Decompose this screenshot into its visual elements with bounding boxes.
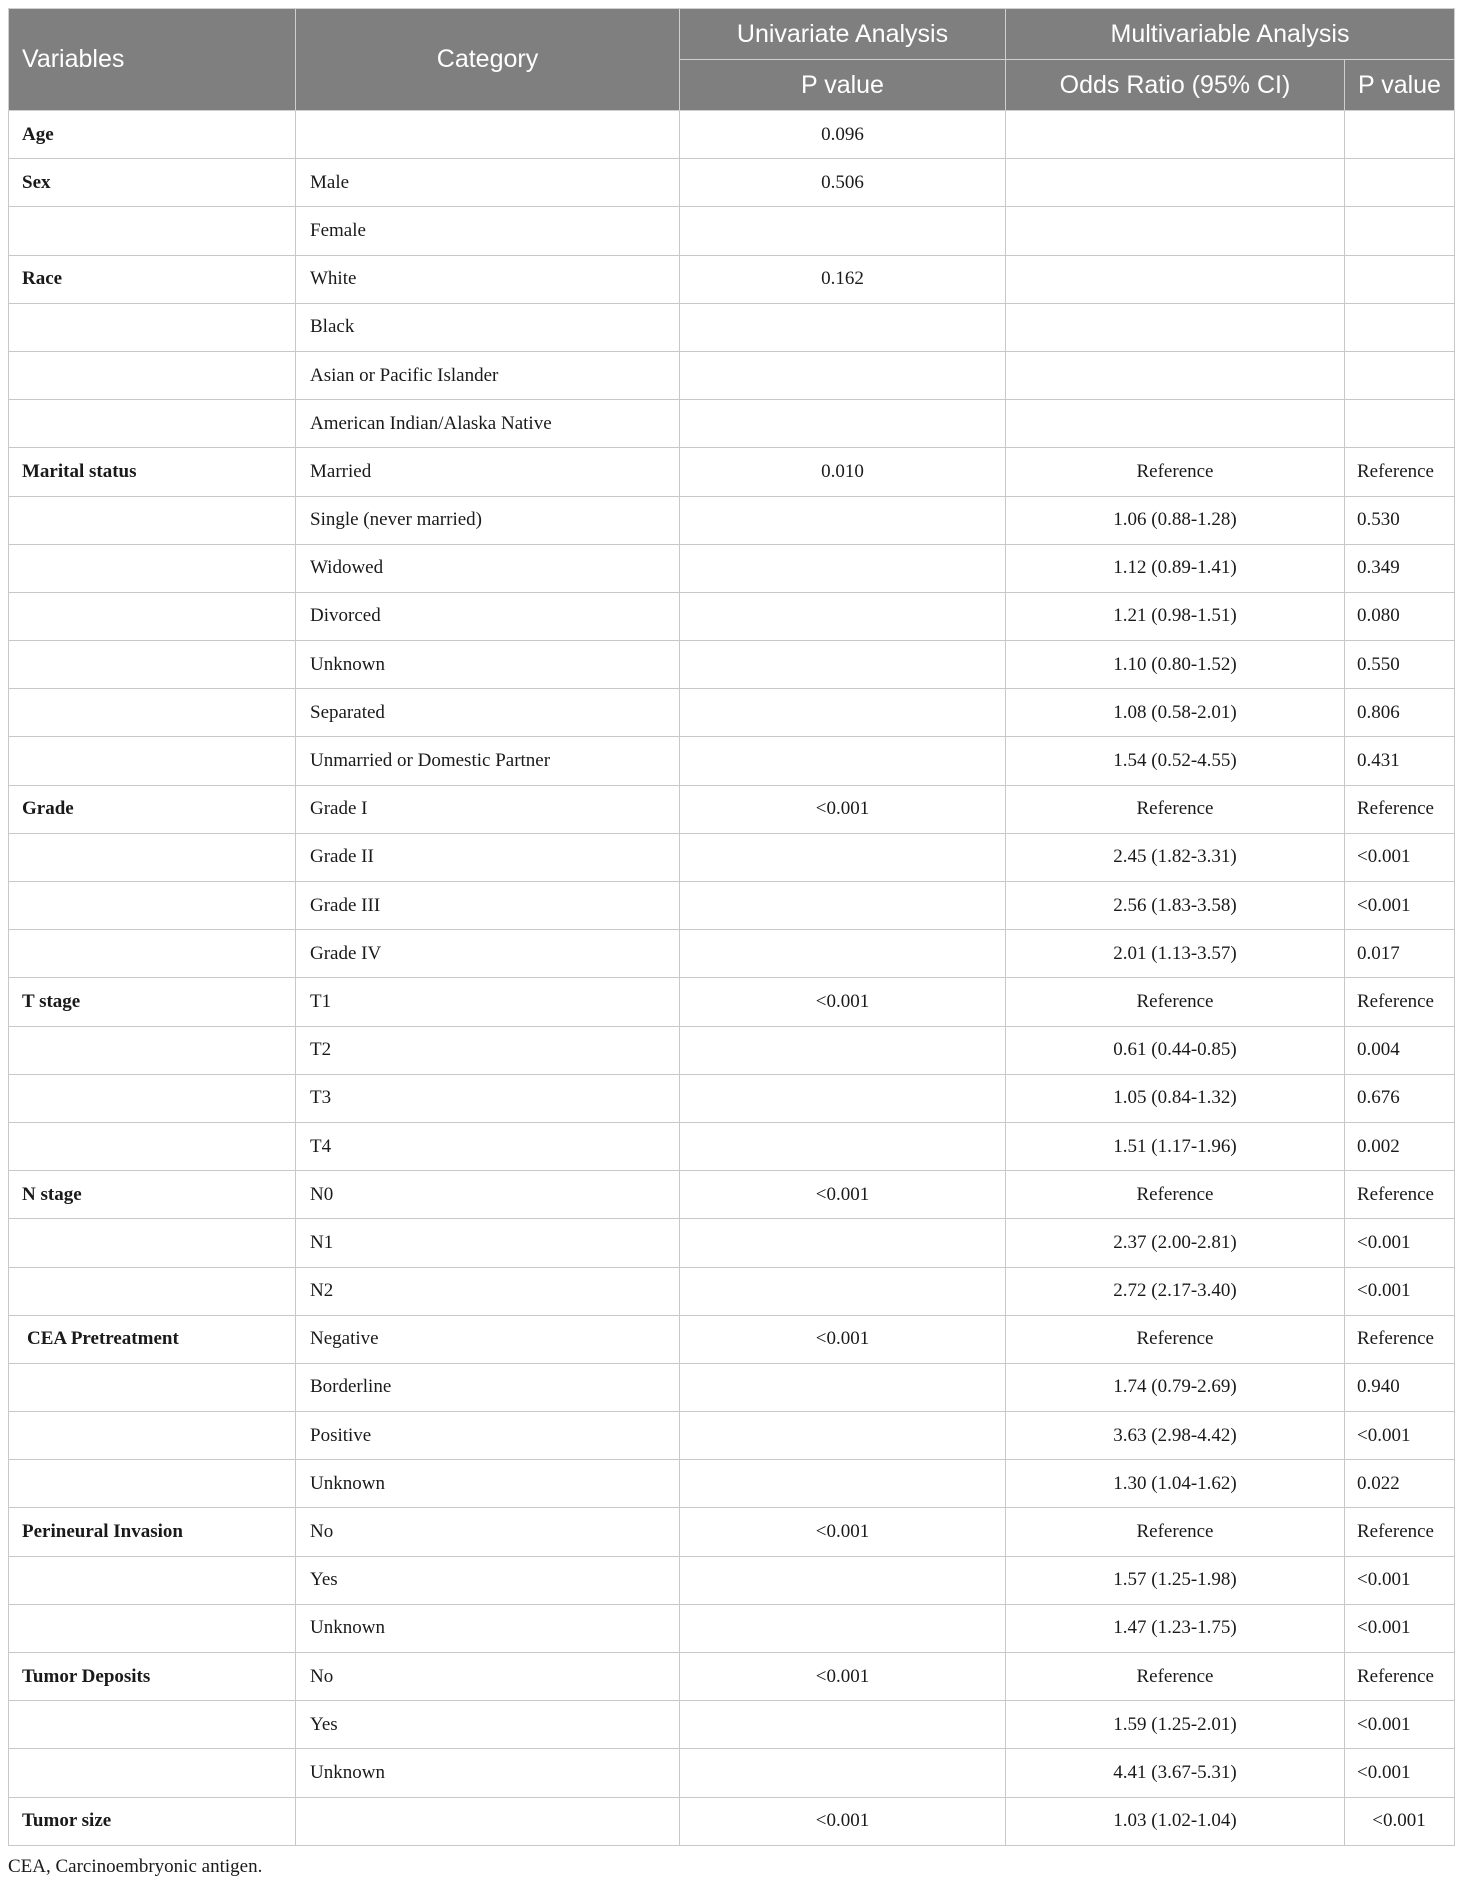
cell-variable: [9, 1460, 296, 1508]
cell-odds-ratio: [1006, 111, 1345, 159]
cell-uni-pvalue: <0.001: [680, 1508, 1006, 1556]
cell-category: Unknown: [296, 1749, 680, 1797]
cell-uni-pvalue: [680, 737, 1006, 785]
cell-category: N2: [296, 1267, 680, 1315]
cell-uni-pvalue: [680, 1701, 1006, 1749]
cell-category: Single (never married): [296, 496, 680, 544]
cell-multi-pvalue: <0.001: [1345, 1749, 1455, 1797]
cell-variable: [9, 1074, 296, 1122]
table-row: [9, 1604, 1455, 1652]
cell-category: Grade I: [296, 785, 680, 833]
table-row: [9, 159, 1455, 207]
cell-uni-pvalue: [680, 833, 1006, 881]
cell-uni-pvalue: [680, 1460, 1006, 1508]
cell-category: Yes: [296, 1701, 680, 1749]
cell-odds-ratio: 2.45 (1.82-3.31): [1006, 833, 1345, 881]
cell-multi-pvalue: Reference: [1345, 1315, 1455, 1363]
cell-uni-pvalue: [680, 882, 1006, 930]
cell-variable: Race: [9, 255, 296, 303]
cell-variable: [9, 882, 296, 930]
table-row: [9, 400, 1455, 448]
cell-multi-pvalue: <0.001: [1345, 1797, 1455, 1845]
header-uni-pvalue: P value: [680, 60, 1006, 111]
cell-odds-ratio: 1.51 (1.17-1.96): [1006, 1122, 1345, 1170]
cell-uni-pvalue: [680, 592, 1006, 640]
cell-uni-pvalue: [680, 303, 1006, 351]
cell-odds-ratio: 3.63 (2.98-4.42): [1006, 1412, 1345, 1460]
cell-category: [296, 111, 680, 159]
cell-multi-pvalue: <0.001: [1345, 833, 1455, 881]
cell-variable: [9, 1026, 296, 1074]
cell-uni-pvalue: <0.001: [680, 1797, 1006, 1845]
cell-variable: [9, 1701, 296, 1749]
table-container: [8, 8, 1454, 1878]
footnote: CEA, Carcinoembryonic antigen.: [8, 1855, 263, 1877]
cell-uni-pvalue: <0.001: [680, 785, 1006, 833]
cell-odds-ratio: Reference: [1006, 785, 1345, 833]
cell-uni-pvalue: [680, 1267, 1006, 1315]
cell-category: White: [296, 255, 680, 303]
cell-multi-pvalue: [1345, 303, 1455, 351]
table-row: [9, 1171, 1455, 1219]
cell-multi-pvalue: 0.002: [1345, 1122, 1455, 1170]
cell-odds-ratio: 4.41 (3.67-5.31): [1006, 1749, 1345, 1797]
table-row: [9, 1315, 1455, 1363]
cell-odds-ratio: [1006, 351, 1345, 399]
cell-category: Male: [296, 159, 680, 207]
cell-variable: [9, 1749, 296, 1797]
table-row: [9, 448, 1455, 496]
cell-variable: [9, 737, 296, 785]
cell-category: Unknown: [296, 1460, 680, 1508]
header-multivariable: Multivariable Analysis: [1006, 9, 1455, 60]
cell-multi-pvalue: [1345, 111, 1455, 159]
table-row: [9, 1219, 1455, 1267]
table-row: [9, 544, 1455, 592]
cell-uni-pvalue: [680, 1074, 1006, 1122]
table-row: [9, 1122, 1455, 1170]
cell-multi-pvalue: <0.001: [1345, 1604, 1455, 1652]
cell-variable: N stage: [9, 1171, 296, 1219]
cell-odds-ratio: 1.05 (0.84-1.32): [1006, 1074, 1345, 1122]
cell-variable: [9, 1412, 296, 1460]
cell-variable: [9, 689, 296, 737]
cell-category: Married: [296, 448, 680, 496]
table-row: [9, 1074, 1455, 1122]
cell-variable: [9, 1363, 296, 1411]
cell-odds-ratio: 2.37 (2.00-2.81): [1006, 1219, 1345, 1267]
cell-uni-pvalue: [680, 930, 1006, 978]
cell-multi-pvalue: 0.550: [1345, 641, 1455, 689]
cell-category: Yes: [296, 1556, 680, 1604]
cell-category: Grade III: [296, 882, 680, 930]
header-odds-ratio: Odds Ratio (95% CI): [1006, 60, 1345, 111]
cell-odds-ratio: 1.06 (0.88-1.28): [1006, 496, 1345, 544]
cell-variable: T stage: [9, 978, 296, 1026]
cell-odds-ratio: 0.61 (0.44-0.85): [1006, 1026, 1345, 1074]
cell-category: Grade IV: [296, 930, 680, 978]
cell-variable: [9, 833, 296, 881]
cell-odds-ratio: [1006, 400, 1345, 448]
table-row: [9, 496, 1455, 544]
cell-variable: [9, 207, 296, 255]
cell-category: Separated: [296, 689, 680, 737]
cell-uni-pvalue: [680, 351, 1006, 399]
cell-uni-pvalue: [680, 400, 1006, 448]
cell-odds-ratio: 1.59 (1.25-2.01): [1006, 1701, 1345, 1749]
cell-category: Asian or Pacific Islander: [296, 351, 680, 399]
cell-odds-ratio: Reference: [1006, 1508, 1345, 1556]
cell-category: Negative: [296, 1315, 680, 1363]
cell-odds-ratio: 1.30 (1.04-1.62): [1006, 1460, 1345, 1508]
cell-variable: [9, 351, 296, 399]
cell-variable: [9, 1556, 296, 1604]
cell-variable: [9, 303, 296, 351]
cell-uni-pvalue: <0.001: [680, 1653, 1006, 1701]
cell-uni-pvalue: [680, 689, 1006, 737]
cell-multi-pvalue: 0.080: [1345, 592, 1455, 640]
cell-multi-pvalue: 0.806: [1345, 689, 1455, 737]
cell-variable: Tumor Deposits: [9, 1653, 296, 1701]
cell-odds-ratio: 1.12 (0.89-1.41): [1006, 544, 1345, 592]
cell-multi-pvalue: 0.349: [1345, 544, 1455, 592]
cell-category: N1: [296, 1219, 680, 1267]
cell-category: Divorced: [296, 592, 680, 640]
table-row: [9, 1460, 1455, 1508]
cell-uni-pvalue: [680, 1219, 1006, 1267]
cell-category: N0: [296, 1171, 680, 1219]
cell-category: Black: [296, 303, 680, 351]
cell-multi-pvalue: <0.001: [1345, 1412, 1455, 1460]
cell-multi-pvalue: Reference: [1345, 448, 1455, 496]
cell-category: American Indian/Alaska Native: [296, 400, 680, 448]
cell-variable: [9, 592, 296, 640]
cell-odds-ratio: [1006, 303, 1345, 351]
cell-uni-pvalue: [680, 496, 1006, 544]
cell-uni-pvalue: [680, 1122, 1006, 1170]
cell-odds-ratio: [1006, 255, 1345, 303]
cell-odds-ratio: Reference: [1006, 1315, 1345, 1363]
cell-multi-pvalue: Reference: [1345, 978, 1455, 1026]
cell-category: Widowed: [296, 544, 680, 592]
cell-uni-pvalue: 0.096: [680, 111, 1006, 159]
table-row: [9, 255, 1455, 303]
cell-odds-ratio: 1.10 (0.80-1.52): [1006, 641, 1345, 689]
table-row: [9, 592, 1455, 640]
cell-uni-pvalue: [680, 544, 1006, 592]
cell-multi-pvalue: Reference: [1345, 1171, 1455, 1219]
cell-multi-pvalue: <0.001: [1345, 1701, 1455, 1749]
cell-category: No: [296, 1508, 680, 1556]
cell-variable: [9, 1604, 296, 1652]
cell-category: Unmarried or Domestic Partner: [296, 737, 680, 785]
cell-variable: CEA Pretreatment: [9, 1315, 296, 1363]
cell-category: Unknown: [296, 1604, 680, 1652]
table-row: [9, 303, 1455, 351]
table-row: [9, 111, 1455, 159]
cell-multi-pvalue: 0.004: [1345, 1026, 1455, 1074]
cell-multi-pvalue: 0.676: [1345, 1074, 1455, 1122]
cell-odds-ratio: 2.56 (1.83-3.58): [1006, 882, 1345, 930]
cell-variable: [9, 1219, 296, 1267]
cell-multi-pvalue: <0.001: [1345, 1267, 1455, 1315]
cell-uni-pvalue: <0.001: [680, 1315, 1006, 1363]
cell-category: T2: [296, 1026, 680, 1074]
cell-odds-ratio: [1006, 159, 1345, 207]
cell-uni-pvalue: [680, 1026, 1006, 1074]
cell-multi-pvalue: [1345, 159, 1455, 207]
table-row: [9, 1363, 1455, 1411]
cell-category: T4: [296, 1122, 680, 1170]
cell-multi-pvalue: Reference: [1345, 785, 1455, 833]
cell-multi-pvalue: 0.431: [1345, 737, 1455, 785]
table-row: [9, 689, 1455, 737]
cell-category: Positive: [296, 1412, 680, 1460]
cell-multi-pvalue: 0.017: [1345, 930, 1455, 978]
cell-multi-pvalue: [1345, 207, 1455, 255]
header-category: Category: [296, 9, 680, 111]
cell-uni-pvalue: [680, 1749, 1006, 1797]
table-row: [9, 833, 1455, 881]
cell-category: T1: [296, 978, 680, 1026]
table-row: [9, 351, 1455, 399]
table-row: [9, 1749, 1455, 1797]
cell-variable: [9, 1267, 296, 1315]
cell-variable: Sex: [9, 159, 296, 207]
cell-variable: [9, 1122, 296, 1170]
cell-variable: Perineural Invasion: [9, 1508, 296, 1556]
cell-uni-pvalue: <0.001: [680, 978, 1006, 1026]
cell-category: [296, 1797, 680, 1845]
cell-multi-pvalue: <0.001: [1345, 882, 1455, 930]
cell-odds-ratio: Reference: [1006, 1653, 1345, 1701]
cell-multi-pvalue: Reference: [1345, 1653, 1455, 1701]
table-row: [9, 207, 1455, 255]
cell-uni-pvalue: [680, 1604, 1006, 1652]
cell-multi-pvalue: <0.001: [1345, 1556, 1455, 1604]
cell-category: T3: [296, 1074, 680, 1122]
table-row: [9, 882, 1455, 930]
cell-odds-ratio: Reference: [1006, 978, 1345, 1026]
table-row: [9, 1701, 1455, 1749]
cell-uni-pvalue: <0.001: [680, 1171, 1006, 1219]
cell-multi-pvalue: 0.022: [1345, 1460, 1455, 1508]
cell-multi-pvalue: <0.001: [1345, 1219, 1455, 1267]
cell-category: No: [296, 1653, 680, 1701]
header-variables: Variables: [9, 9, 296, 111]
cell-uni-pvalue: [680, 641, 1006, 689]
cell-odds-ratio: 2.01 (1.13-3.57): [1006, 930, 1345, 978]
cell-variable: [9, 930, 296, 978]
cell-multi-pvalue: [1345, 400, 1455, 448]
cell-odds-ratio: [1006, 207, 1345, 255]
cell-category: Borderline: [296, 1363, 680, 1411]
table-row: [9, 1653, 1455, 1701]
table-row: [9, 1026, 1455, 1074]
cell-uni-pvalue: 0.162: [680, 255, 1006, 303]
table-row: [9, 978, 1455, 1026]
cell-variable: Grade: [9, 785, 296, 833]
cell-variable: [9, 496, 296, 544]
header-univariate: Univariate Analysis: [680, 9, 1006, 60]
cell-uni-pvalue: 0.506: [680, 159, 1006, 207]
table-row: [9, 1556, 1455, 1604]
cell-odds-ratio: 1.54 (0.52-4.55): [1006, 737, 1345, 785]
table-body: [9, 111, 1455, 1846]
cell-uni-pvalue: 0.010: [680, 448, 1006, 496]
table-row: [9, 641, 1455, 689]
cell-uni-pvalue: [680, 1412, 1006, 1460]
cell-variable: [9, 641, 296, 689]
cell-variable: [9, 400, 296, 448]
table-row: [9, 785, 1455, 833]
cell-category: Grade II: [296, 833, 680, 881]
cell-odds-ratio: 1.08 (0.58-2.01): [1006, 689, 1345, 737]
cell-variable: Age: [9, 111, 296, 159]
cell-odds-ratio: 2.72 (2.17-3.40): [1006, 1267, 1345, 1315]
cell-variable: [9, 544, 296, 592]
cell-odds-ratio: 1.03 (1.02-1.04): [1006, 1797, 1345, 1845]
cell-odds-ratio: Reference: [1006, 1171, 1345, 1219]
table-row: [9, 1797, 1455, 1845]
table-row: [9, 1412, 1455, 1460]
cell-variable: Tumor size: [9, 1797, 296, 1845]
header-multi-pvalue: P value: [1345, 60, 1455, 111]
cell-odds-ratio: Reference: [1006, 448, 1345, 496]
cell-category: Female: [296, 207, 680, 255]
cell-multi-pvalue: [1345, 255, 1455, 303]
cell-variable: Marital status: [9, 448, 296, 496]
results-table: [8, 8, 1455, 1846]
cell-odds-ratio: 1.21 (0.98-1.51): [1006, 592, 1345, 640]
table-row: [9, 737, 1455, 785]
cell-multi-pvalue: 0.940: [1345, 1363, 1455, 1411]
cell-uni-pvalue: [680, 207, 1006, 255]
table-row: [9, 1267, 1455, 1315]
table-row: [9, 1508, 1455, 1556]
cell-uni-pvalue: [680, 1363, 1006, 1411]
cell-multi-pvalue: 0.530: [1345, 496, 1455, 544]
cell-odds-ratio: 1.57 (1.25-1.98): [1006, 1556, 1345, 1604]
cell-odds-ratio: 1.47 (1.23-1.75): [1006, 1604, 1345, 1652]
table-row: [9, 930, 1455, 978]
cell-multi-pvalue: Reference: [1345, 1508, 1455, 1556]
cell-odds-ratio: 1.74 (0.79-2.69): [1006, 1363, 1345, 1411]
cell-uni-pvalue: [680, 1556, 1006, 1604]
cell-multi-pvalue: [1345, 351, 1455, 399]
cell-category: Unknown: [296, 641, 680, 689]
